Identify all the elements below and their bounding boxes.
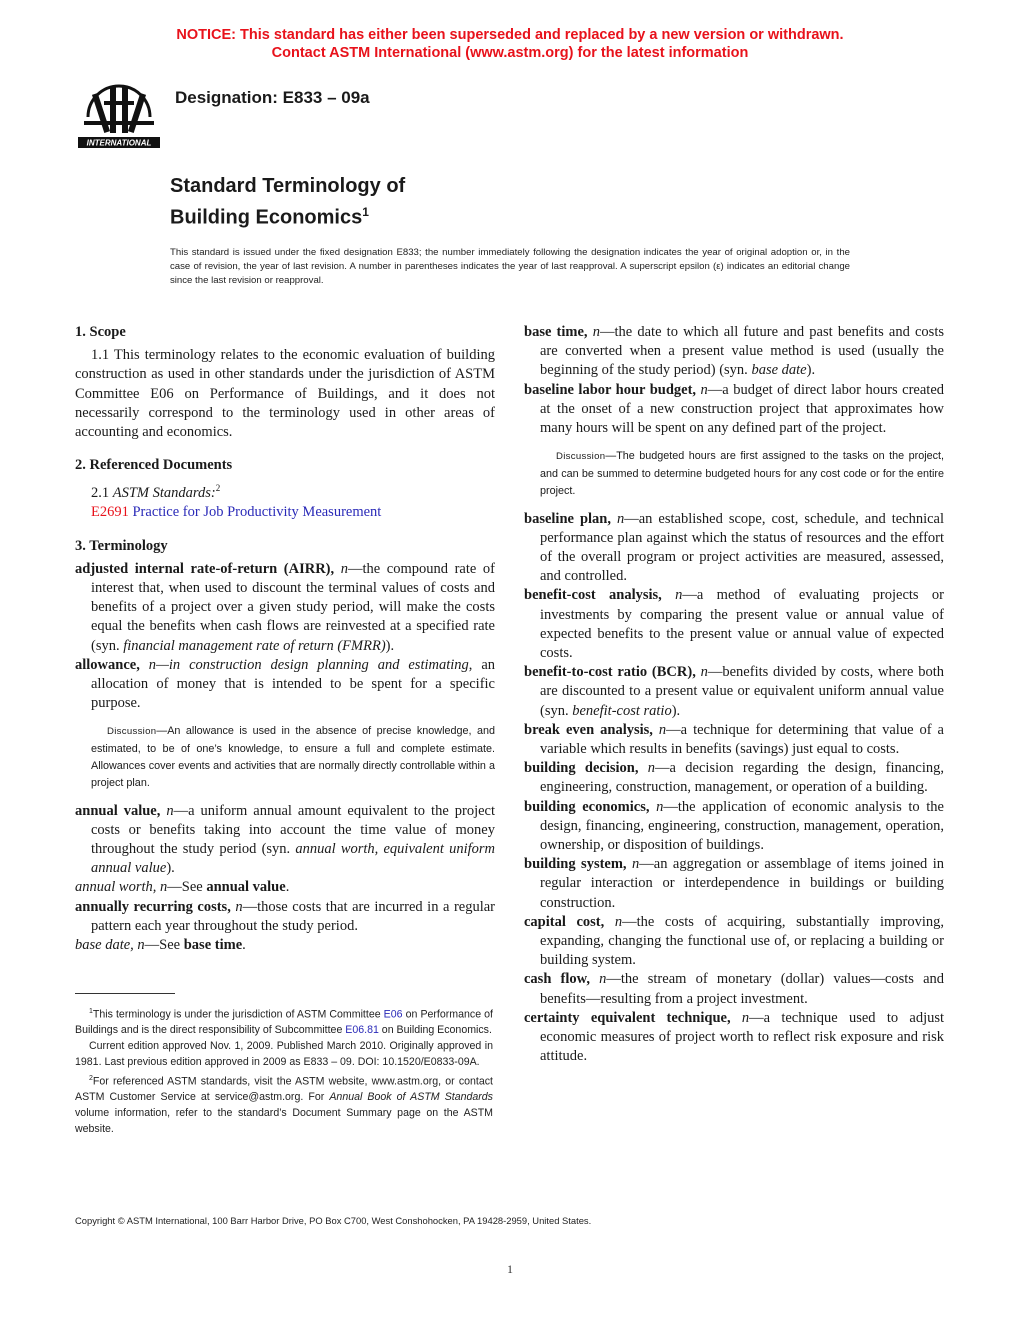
refdocs-subsection: 2.1 ASTM Standards:$^2$	[91, 483, 221, 502]
ref-e2691[interactable]	[75, 503, 495, 522]
refdocs-heading: 2. Referenced Documents	[75, 457, 233, 474]
withdrawal-notice	[0, 26, 1020, 62]
right-column	[524, 323, 944, 1067]
notice-line-2: Contact ASTM International (www.astm.org) for the latest information	[271, 45, 749, 61]
terminology-heading: 3. Terminology	[75, 537, 168, 554]
title-line-1: Standard Terminology of	[170, 175, 406, 197]
left-column	[75, 323, 495, 955]
term-building-economics: building economics, n—the application of economic analysis to the design, financing, engineering, construction, management, operation, ownership, or disposition of buildings.	[524, 798, 944, 854]
scope-text: 1.1 This terminology relates to the economic evaluation of building construction as used in other standards under the jurisdiction of ASTM Committee E06 on Performance of Buildings, and it does not necessarily correspond to the terminology used in other areas of accounting and economics.	[75, 347, 495, 441]
term-annually-recurring-costs: annually recurring costs, n—those costs that are incurred in a regular pattern each year throughout the study period.	[75, 898, 496, 934]
footnote-2: $^2$For referenced ASTM standards, visit the ASTM website, www.astm.org, or contact ASTM Customer Service at service@astm.org. For Annual Book of ASTM Standards volume information, refer to the standard’s Document Summary page on the ASTM website.	[75, 1074, 493, 1135]
term-annual-value: annual value, n—a uniform annual amount equivalent to the project costs or benefits taking into account the time value of money throughout the study period (syn. annual worth, equivalent uniform annual value).	[75, 802, 496, 877]
term-certainty-equivalent-technique: certainty equivalent technique, n—a technique used to adjust economic measures of project worth to reflect risk exposure and risk attitude.	[524, 1009, 945, 1065]
footnotes	[75, 1004, 493, 1137]
term-baseline-labor-hour-budget: baseline labor hour budget, n—a budget of direct labor hours created at the onset of a new construction project that approximates how many hours will be spent on any defined part of the project.	[524, 381, 945, 437]
issuance-note: This standard is issued under the fixed designation E833; the number immediately following the designation indicates the year of original adoption or, in the case of revision, the year of last revision. A number in parentheses indicates the year of last reapproval. A superscript epsilon (ε) indicates an editorial change since the last revision or reapproval.	[170, 247, 850, 286]
term-baseline-plan: baseline plan, n—an established scope, cost, schedule, and technical performance plan against which the status of resources and the effort of the overall program or project activities are measured, assessed, and controlled.	[524, 510, 945, 585]
designation: Designation: E833 – 09a	[175, 88, 370, 107]
footnote-1-edition: Current edition approved Nov. 1, 2009. Published March 2010. Originally approved in 1981. Last previous edition approved in 2009 as E833 – 09. DOI: 10.1520/E0833-09A.	[75, 1040, 493, 1068]
title-line-2: Building Economics	[170, 206, 363, 229]
notice-line-1: NOTICE: This standard has either been superseded and replaced by a new version or withdrawn.	[176, 27, 844, 43]
term-base-time: base time, n—the date to which all future and past benefits and costs are converted when a present value method is used (usually the beginning of the study period) (syn. base date).	[524, 324, 944, 379]
term-cash-flow: cash flow, n—the stream of monetary (dollar) values—costs and benefits—resulting from a project investment.	[524, 971, 945, 1007]
link-e06[interactable]: E06	[383, 1008, 403, 1021]
title-footnote-mark: 1	[362, 205, 369, 219]
term-capital-cost: capital cost, n—the costs of acquiring, substantially improving, expanding, changing the functional use of, or replacing a building or building system.	[524, 913, 945, 969]
term-building-system: building system, n—an aggregation or assemblage of items joined in regular interaction or interdependence in buildings or building construction.	[524, 856, 944, 911]
ref-code[interactable]: E2691	[91, 504, 129, 521]
term-airr: adjusted internal rate-of-return (AIRR), n—the compound rate of interest that, when used to discount the terminal values of costs and benefits of a project over a given study period, will make the costs equal the benefits when cash flows are reinvested at a specified rate (syn. financial management rate of return (FMRR)).	[75, 560, 495, 654]
logo-text: INTERNATIONAL	[86, 138, 152, 148]
term-allowance: allowance, n—in construction design planning and estimating, an allocation of money that is intended to be spent for a specific purpose.	[75, 656, 495, 712]
term-annual-worth: annual worth, n—See annual value.	[75, 879, 290, 896]
scope-heading: 1. Scope	[75, 324, 126, 340]
astm-logo	[74, 73, 164, 151]
ref-title-link[interactable]: Practice for Job Productivity Measurement	[132, 504, 382, 521]
page-number: 1	[507, 1262, 513, 1276]
term-building-decision: building decision, n—a decision regarding the design, financing, engineering, construction, management, or operation of a building.	[524, 760, 944, 796]
footnote-rule	[75, 993, 175, 994]
copyright-line: Copyright © ASTM International, 100 Barr Harbor Drive, PO Box C700, West Conshohocken, PA 19428-2959, United States.	[75, 1215, 592, 1226]
term-benefit-cost-analysis: benefit-cost analysis, n—a method of evaluating projects or investments by comparing the present value or annual value of expected benefits to the present value or annual value of expected costs.	[524, 587, 944, 662]
discussion-baseline-labor-hour-budget: Discussion—The budgeted hours are first assigned to the tasks on the project, and can be summed to determine budgeted hours for any cost code or for the entire project.	[540, 450, 944, 497]
term-break-even-analysis: break even analysis, n—a technique for determining that value of a variable which results in benefits (savings) just equal to costs.	[524, 721, 944, 758]
discussion-allowance: Discussion—An allowance is used in the absence of precise knowledge, and estimated, to be of one’s knowledge, to ensure a full and complete estimate. Allowances cover events and activities that are normally directly controllable within a project plan.	[91, 725, 495, 789]
link-e06-81[interactable]: E06.81	[345, 1024, 379, 1037]
document-title	[170, 173, 405, 231]
term-benefit-to-cost-ratio: benefit-to-cost ratio (BCR), n—benefits divided by costs, where both are discounted to a present value or equivalent uniform annual value (syn. benefit-cost ratio).	[524, 664, 944, 719]
term-base-date: base date, n—See base time.	[75, 937, 246, 954]
footnote-1: $^1$This terminology is under the jurisdiction of ASTM Committee E06 on Performance of Buildings and is the direct responsibility of Subcommittee E06.81 on Building Economics.	[75, 1008, 493, 1037]
